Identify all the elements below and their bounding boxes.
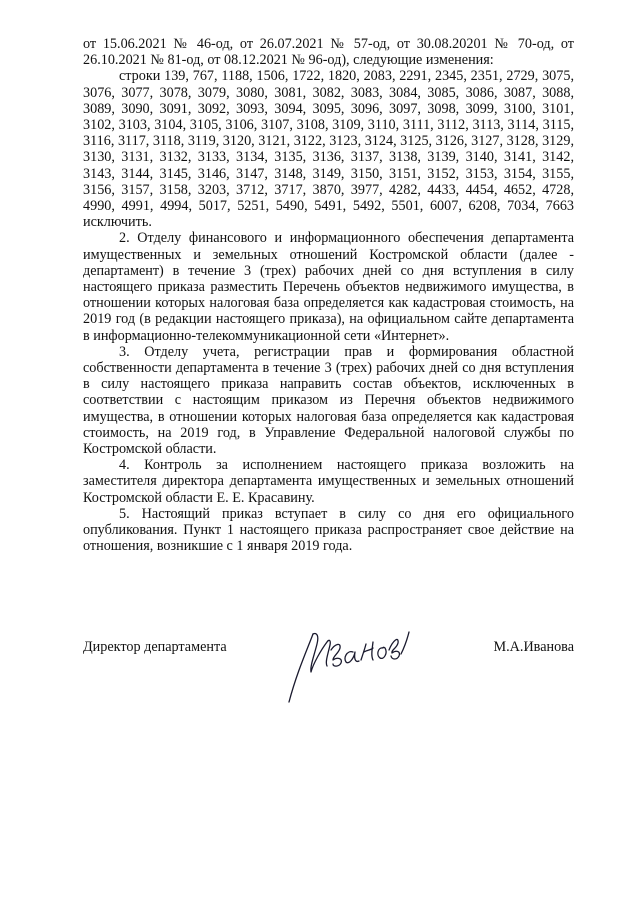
excluded-rows-list: строки 139, 767, 1188, 1506, 1722, 1820, 2083, 2291, 2345, 2351, 2729, 3075, 3076, 3077, 3078, 3079, 3080, 3081, 3082, 3083, 3084, 3085, 3086, 3087, 3088, 3089, 3090, 3091, 3092, 3093, 3094, 3095, 3096, 3097, 3098, 3099, 3100, 3101, 3102, 3103, 3104, 3105, 3106, 3107, 3108, 3109, 3110, 3111, 3112, 3113, 3114, 3115, 3116, 3117, 3118, 3119, 3120, 3121, 3122, 3123, 3124, 3125, 3126, 3127, 3128, 3129, 3130, 3131, 3132, 3133, 3134, 3135, 3136, 3137, 3138, 3139, 3140, 3141, 3142, 3143, 3144, 3145, 3146, 3147, 3148, 3149, 3150, 3151, 3152, 3153, 3154, 3155, 3156, 3157, 3158, 3203, 3712, 3717, 3870, 3977, 4282, 4433, 4454, 4652, 4728, 4990, 4991, 4994, 5017, 5251, 5490, 5491, 5492, 5501, 6007, 6208, 7034, 7663 исключить. xyxy=(83,68,574,231)
paragraph-3: 3. Отделу учета, регистрации прав и формирования областной собственности департамента в течение 3 (трех) рабочих дней со дня вступления в силу настоящего приказа направить состав объектов, исключенных в соответствии с настоящим приказом из Перечня объектов недвижимого имущества, в отношении которых налоговая база определяется как кадастровая стоимость, на 2019 год, в Управление Федеральной налоговой службы по Костромской области. xyxy=(83,343,574,458)
document-body xyxy=(83,36,574,555)
paragraph-5: 5. Настоящий приказ вступает в силу со дня его официального опубликования. Пункт 1 настоящего приказа распространяет свое действие на отношения, возникшие с 1 января 2019 года. xyxy=(83,505,574,555)
paragraph-4: 4. Контроль за исполнением настоящего приказа возложить на заместителя директора департамента имущественных и земельных отношений Костромской области Е. Е. Красавину. xyxy=(83,457,574,506)
signatory-name: М.А.Иванова xyxy=(493,639,574,655)
handwritten-signature xyxy=(283,620,413,708)
signatory-position: Директор департамента xyxy=(83,639,227,655)
intro-continuation: от 15.06.2021 № 46-од, от 26.07.2021 № 57-од, от 30.08.20201 № 70-од, от 26.10.2021 № 81-од, от 08.12.2021 № 96-од), следующие изменения: xyxy=(83,36,574,69)
signature-block xyxy=(83,634,574,714)
paragraph-2: 2. Отделу финансового и информационного обеспечения департамента имущественных и земельных отношений Костромской области (далее - департамент) в течение 3 (трех) рабочих дней со дня вступления в силу настоящего приказа разместить Перечень объектов недвижимого имущества, в отношении которых налоговая база определяется как кадастровая стоимость, на 2019 год (в редакции настоящего приказа), на официальном сайте департамента в информационно-телекоммуникационной сети «Интернет». xyxy=(83,230,574,344)
